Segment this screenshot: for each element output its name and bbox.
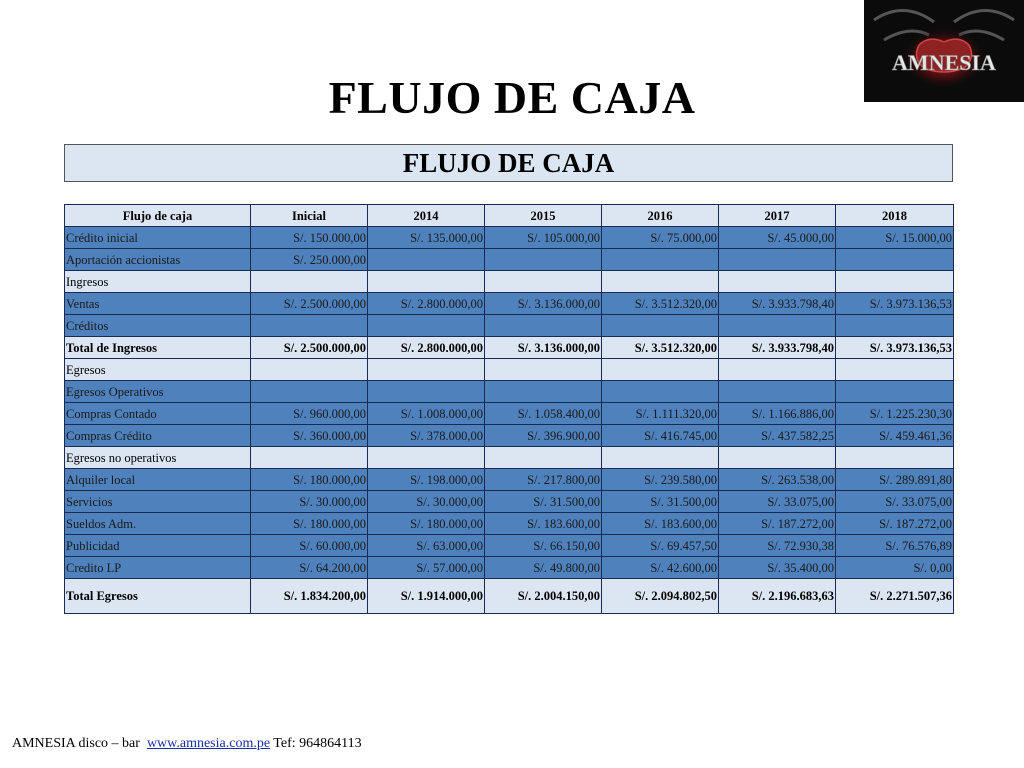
- header-cell: 2016: [602, 205, 719, 227]
- value-cell: S/. 187.272,00: [719, 513, 836, 535]
- value-cell: S/. 3.933.798,40: [719, 293, 836, 315]
- value-cell: S/. 1.834.200,00: [251, 579, 368, 614]
- value-cell: S/. 2.500.000,00: [251, 337, 368, 359]
- value-cell: [251, 359, 368, 381]
- value-cell: S/. 72.930,38: [719, 535, 836, 557]
- value-cell: [719, 249, 836, 271]
- value-cell: [836, 249, 954, 271]
- value-cell: S/. 30.000,00: [251, 491, 368, 513]
- footer-company: AMNESIA disco – bar: [12, 736, 140, 751]
- value-cell: S/. 437.582,25: [719, 425, 836, 447]
- value-cell: S/. 33.075,00: [836, 491, 954, 513]
- value-cell: [836, 381, 954, 403]
- value-cell: S/. 3.512.320,00: [602, 337, 719, 359]
- value-cell: S/. 217.800,00: [485, 469, 602, 491]
- slide-title: FLUJO DE CAJA: [328, 72, 696, 123]
- value-cell: S/. 416.745,00: [602, 425, 719, 447]
- value-cell: [602, 447, 719, 469]
- value-cell: S/. 180.000,00: [251, 513, 368, 535]
- value-cell: [602, 359, 719, 381]
- value-cell: [368, 359, 485, 381]
- table-row: [65, 557, 954, 579]
- value-cell: S/. 49.800,00: [485, 557, 602, 579]
- value-cell: [251, 381, 368, 403]
- table-row: [65, 381, 954, 403]
- cash-flow-table: [64, 204, 954, 614]
- row-label: Créditos: [65, 315, 251, 337]
- value-cell: S/. 183.600,00: [602, 513, 719, 535]
- footer-website-link[interactable]: www.amnesia.com.pe: [146, 736, 271, 751]
- row-label: Compras Contado: [65, 403, 251, 425]
- table-row: [65, 293, 954, 315]
- value-cell: [485, 381, 602, 403]
- value-cell: [368, 447, 485, 469]
- value-cell: [836, 271, 954, 293]
- table-row: [65, 535, 954, 557]
- row-label: Servicios: [65, 491, 251, 513]
- row-label: Compras Crédito: [65, 425, 251, 447]
- value-cell: S/. 3.973.136,53: [836, 337, 954, 359]
- value-cell: [602, 271, 719, 293]
- header-cell: Flujo de caja: [65, 205, 251, 227]
- footer: [12, 736, 362, 752]
- value-cell: [719, 359, 836, 381]
- value-cell: S/. 2.004.150,00: [485, 579, 602, 614]
- value-cell: S/. 1.166.886,00: [719, 403, 836, 425]
- value-cell: S/. 360.000,00: [251, 425, 368, 447]
- value-cell: S/. 183.600,00: [485, 513, 602, 535]
- value-cell: S/. 3.136.000,00: [485, 337, 602, 359]
- table-row: [65, 403, 954, 425]
- value-cell: S/. 263.538,00: [719, 469, 836, 491]
- value-cell: [368, 249, 485, 271]
- value-cell: [719, 315, 836, 337]
- row-label: Publicidad: [65, 535, 251, 557]
- value-cell: [251, 315, 368, 337]
- table-row: [65, 447, 954, 469]
- row-label: Total Egresos: [65, 579, 251, 614]
- value-cell: S/. 1.058.400,00: [485, 403, 602, 425]
- value-cell: [485, 249, 602, 271]
- value-cell: [836, 315, 954, 337]
- value-cell: S/. 31.500,00: [485, 491, 602, 513]
- value-cell: S/. 31.500,00: [602, 491, 719, 513]
- value-cell: S/. 42.600,00: [602, 557, 719, 579]
- header-cell: 2014: [368, 205, 485, 227]
- value-cell: S/. 378.000,00: [368, 425, 485, 447]
- value-cell: S/. 2.196.683,63: [719, 579, 836, 614]
- value-cell: S/. 0,00: [836, 557, 954, 579]
- row-label: Crédito inicial: [65, 227, 251, 249]
- value-cell: [251, 271, 368, 293]
- value-cell: S/. 35.400,00: [719, 557, 836, 579]
- row-label: Ventas: [65, 293, 251, 315]
- value-cell: S/. 64.200,00: [251, 557, 368, 579]
- value-cell: S/. 76.576,89: [836, 535, 954, 557]
- table-row: [65, 315, 954, 337]
- value-cell: S/. 960.000,00: [251, 403, 368, 425]
- row-label: Aportación accionistas: [65, 249, 251, 271]
- svg-text:AMNESIA: AMNESIA: [892, 50, 996, 75]
- table-title-box: [64, 144, 953, 182]
- row-label: Egresos: [65, 359, 251, 381]
- value-cell: S/. 150.000,00: [251, 227, 368, 249]
- header-cell: 2015: [485, 205, 602, 227]
- table-row: [65, 579, 954, 614]
- value-cell: S/. 75.000,00: [602, 227, 719, 249]
- table-row: [65, 337, 954, 359]
- table-row: [65, 425, 954, 447]
- value-cell: S/. 1.111.320,00: [602, 403, 719, 425]
- value-cell: [251, 447, 368, 469]
- row-label: Ingresos: [65, 271, 251, 293]
- value-cell: [485, 359, 602, 381]
- table-row: [65, 491, 954, 513]
- value-cell: S/. 187.272,00: [836, 513, 954, 535]
- value-cell: S/. 1.225.230,30: [836, 403, 954, 425]
- value-cell: S/. 2.271.507,36: [836, 579, 954, 614]
- value-cell: [602, 315, 719, 337]
- table-row: [65, 513, 954, 535]
- value-cell: S/. 3.512.320,00: [602, 293, 719, 315]
- value-cell: S/. 180.000,00: [251, 469, 368, 491]
- footer-phone: Tef: 964864113: [273, 736, 362, 751]
- value-cell: S/. 396.900,00: [485, 425, 602, 447]
- table-header-row: [65, 205, 954, 227]
- value-cell: S/. 30.000,00: [368, 491, 485, 513]
- value-cell: [836, 359, 954, 381]
- row-label: Alquiler local: [65, 469, 251, 491]
- value-cell: [719, 381, 836, 403]
- value-cell: S/. 1.914.000,00: [368, 579, 485, 614]
- row-label: Total de Ingresos: [65, 337, 251, 359]
- value-cell: S/. 289.891,80: [836, 469, 954, 491]
- value-cell: S/. 180.000,00: [368, 513, 485, 535]
- value-cell: [719, 447, 836, 469]
- value-cell: [368, 381, 485, 403]
- value-cell: S/. 66.150,00: [485, 535, 602, 557]
- value-cell: S/. 2.500.000,00: [251, 293, 368, 315]
- value-cell: S/. 2.800.000,00: [368, 337, 485, 359]
- value-cell: [368, 315, 485, 337]
- value-cell: [485, 447, 602, 469]
- value-cell: S/. 459.461,36: [836, 425, 954, 447]
- value-cell: [485, 315, 602, 337]
- value-cell: S/. 45.000,00: [719, 227, 836, 249]
- row-label: Credito LP: [65, 557, 251, 579]
- value-cell: S/. 250.000,00: [251, 249, 368, 271]
- value-cell: [602, 249, 719, 271]
- header-cell: Inicial: [251, 205, 368, 227]
- header-cell: 2018: [836, 205, 954, 227]
- value-cell: [485, 271, 602, 293]
- header-cell: 2017: [719, 205, 836, 227]
- row-label: Egresos Operativos: [65, 381, 251, 403]
- table-row: [65, 469, 954, 491]
- value-cell: S/. 69.457,50: [602, 535, 719, 557]
- table-row: [65, 227, 954, 249]
- value-cell: S/. 135.000,00: [368, 227, 485, 249]
- value-cell: S/. 57.000,00: [368, 557, 485, 579]
- value-cell: [836, 447, 954, 469]
- value-cell: S/. 1.008.000,00: [368, 403, 485, 425]
- value-cell: S/. 2.800.000,00: [368, 293, 485, 315]
- row-label: Sueldos Adm.: [65, 513, 251, 535]
- value-cell: S/. 198.000,00: [368, 469, 485, 491]
- value-cell: S/. 3.933.798,40: [719, 337, 836, 359]
- table-row: [65, 359, 954, 381]
- value-cell: S/. 60.000,00: [251, 535, 368, 557]
- value-cell: S/. 33.075,00: [719, 491, 836, 513]
- value-cell: [368, 271, 485, 293]
- value-cell: [719, 271, 836, 293]
- value-cell: S/. 3.136.000,00: [485, 293, 602, 315]
- value-cell: [602, 381, 719, 403]
- value-cell: S/. 105.000,00: [485, 227, 602, 249]
- row-label: Egresos no operativos: [65, 447, 251, 469]
- table-title: FLUJO DE CAJA: [402, 147, 615, 178]
- value-cell: S/. 15.000,00: [836, 227, 954, 249]
- value-cell: S/. 3.973.136,53: [836, 293, 954, 315]
- value-cell: S/. 63.000,00: [368, 535, 485, 557]
- table-row: [65, 249, 954, 271]
- value-cell: S/. 2.094.802,50: [602, 579, 719, 614]
- table-row: [65, 271, 954, 293]
- value-cell: S/. 239.580,00: [602, 469, 719, 491]
